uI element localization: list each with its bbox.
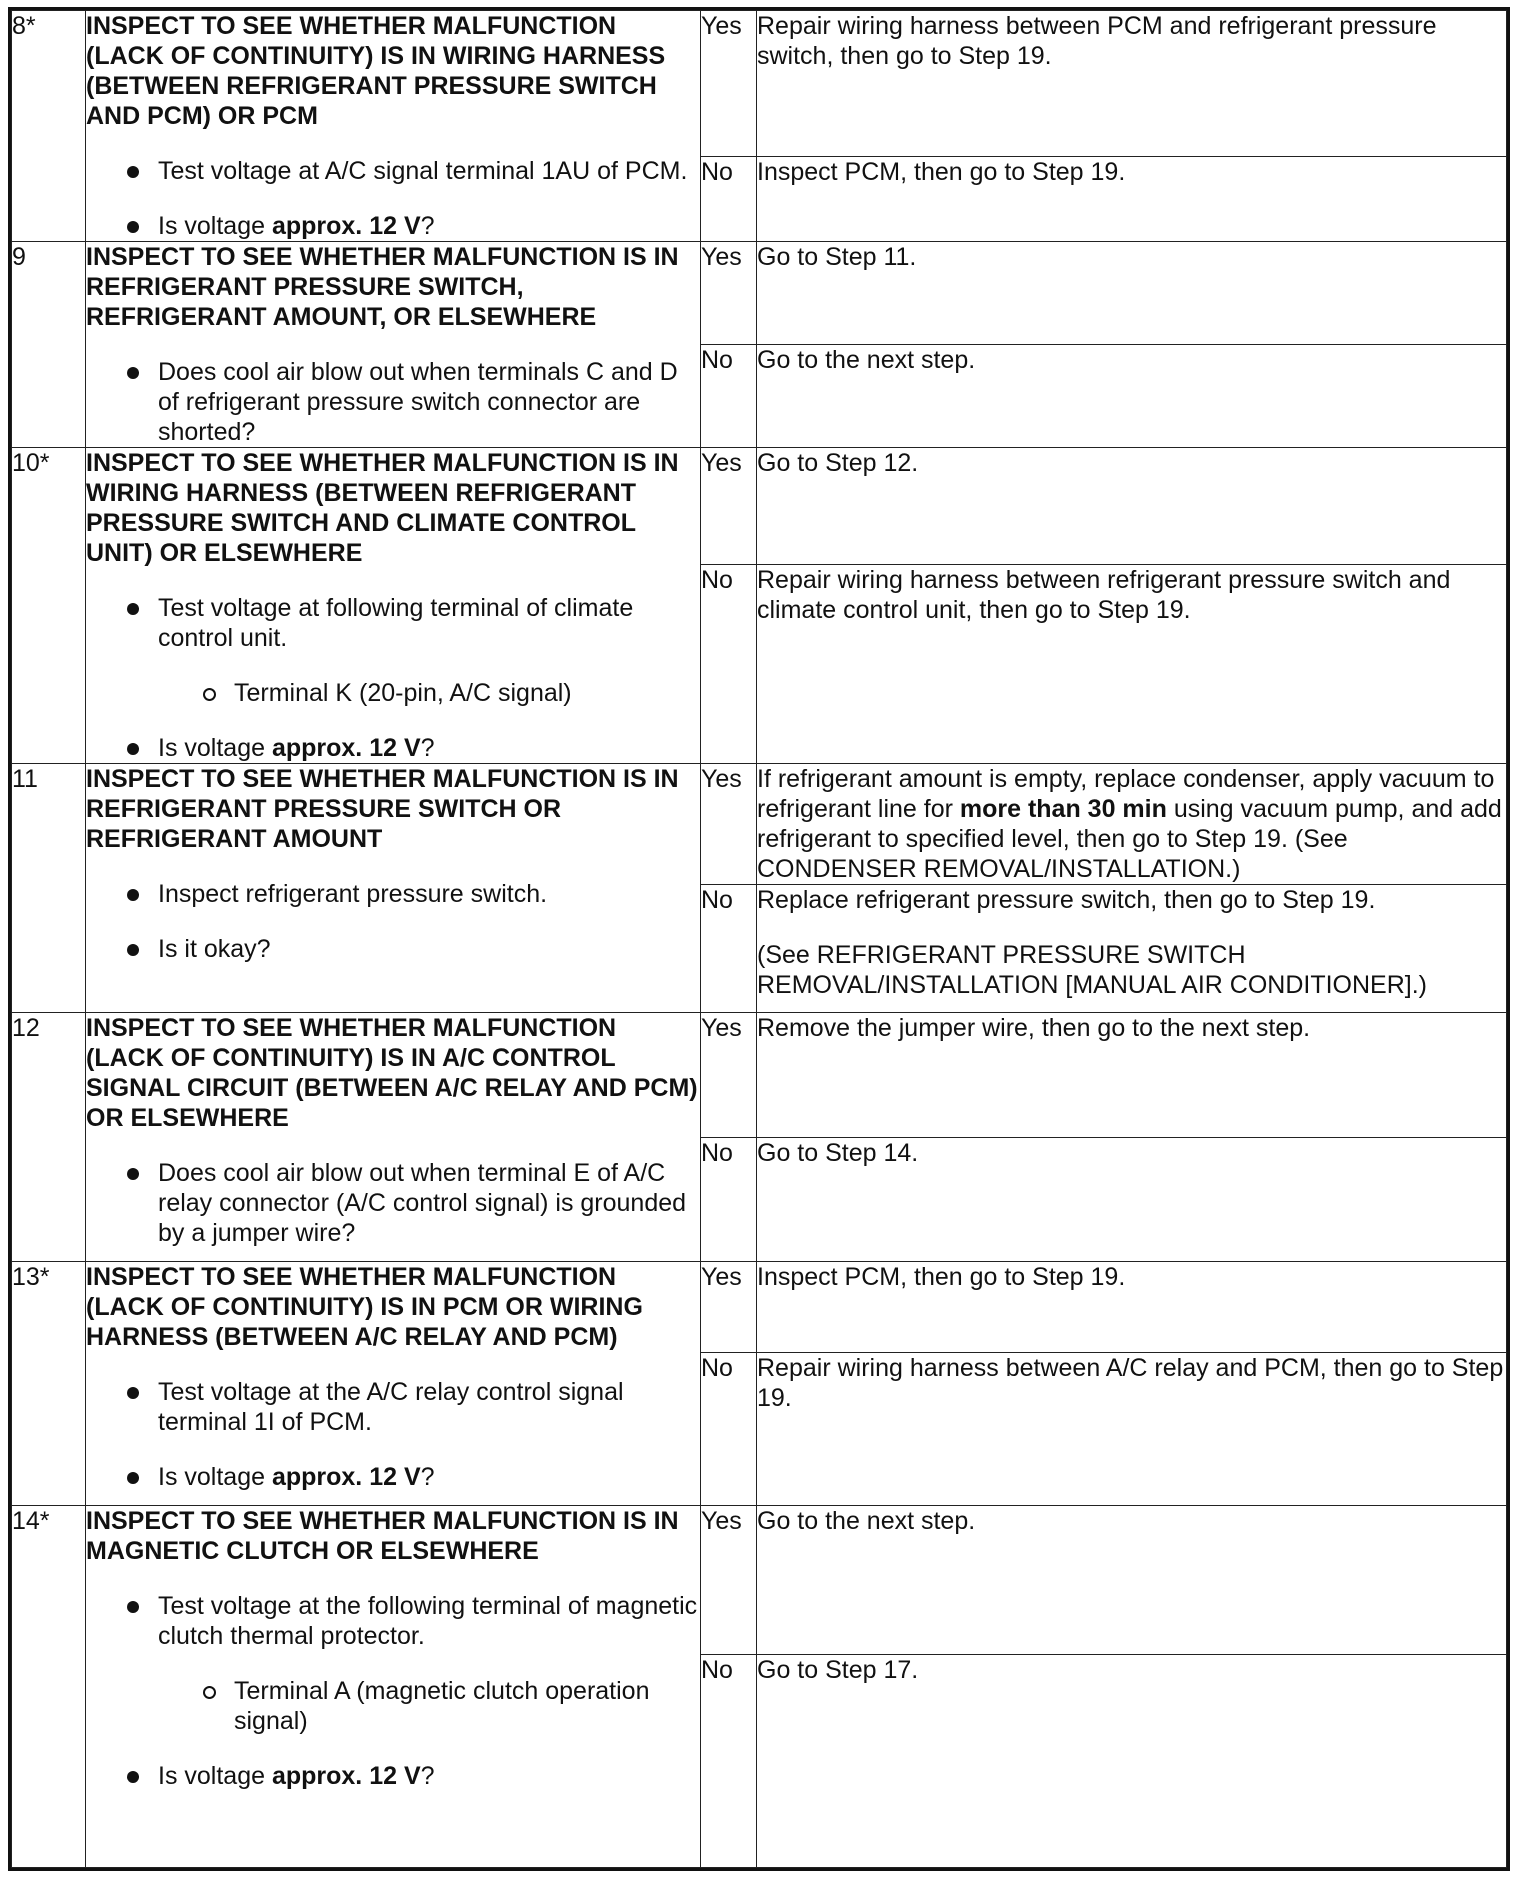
bullet-item: Test voltage at the A/C relay control signal terminal 1I of PCM. — [86, 1377, 700, 1437]
step-number: 14* — [12, 1506, 86, 1868]
step-number: 13* — [12, 1262, 86, 1506]
yes-result: Inspect PCM, then go to Step 19. — [757, 1262, 1507, 1353]
yes-result: Go to Step 11. — [757, 242, 1507, 345]
action-cell — [86, 764, 701, 1013]
step-title: INSPECT TO SEE WHETHER MALFUNCTION IS IN WIRING HARNESS (BETWEEN REFRIGERANT PRESSURE SWITCH AND CLIMATE CONTROL UNIT) OR ELSEWHERE — [86, 449, 679, 567]
step-number: 9 — [12, 242, 86, 448]
no-label: No — [701, 1138, 757, 1262]
no-label: No — [701, 156, 757, 241]
action-cell — [86, 242, 701, 448]
step-number: 12 — [12, 1013, 86, 1262]
step-number: 11 — [12, 764, 86, 1013]
yes-label: Yes — [701, 11, 757, 157]
bullet-item: Inspect refrigerant pressure switch. — [86, 879, 700, 909]
no-result: Repair wiring harness between A/C relay and PCM, then go to Step 19. — [757, 1353, 1507, 1506]
no-result: Go to Step 17. — [757, 1655, 1507, 1868]
no-label: No — [701, 345, 757, 448]
sub-bullet-item: Terminal A (magnetic clutch operation signal) — [86, 1676, 700, 1736]
bullet-item: Test voltage at the following terminal of magnetic clutch thermal protector. — [86, 1591, 700, 1651]
step-number: 10* — [12, 448, 86, 764]
bullet-item: Is voltage approx. 12 V? — [86, 211, 700, 241]
action-cell — [86, 11, 701, 242]
yes-result: Go to Step 12. — [757, 448, 1507, 565]
table-row — [12, 1506, 1507, 1655]
sub-bullet-item: Terminal K (20-pin, A/C signal) — [86, 678, 700, 708]
step-title: INSPECT TO SEE WHETHER MALFUNCTION (LACK OF CONTINUITY) IS IN PCM OR WIRING HARNESS (BETWEEN A/C RELAY AND PCM) — [86, 1263, 643, 1351]
table-row — [12, 1013, 1507, 1138]
bullet-item: Does cool air blow out when terminal E of A/C relay connector (A/C control signal) is grounded by a jumper wire? — [86, 1158, 700, 1248]
action-cell — [86, 448, 701, 764]
step-title: INSPECT TO SEE WHETHER MALFUNCTION (LACK OF CONTINUITY) IS IN WIRING HARNESS (BETWEEN REFRIGERANT PRESSURE SWITCH AND PCM) OR PCM — [86, 12, 666, 130]
no-label: No — [701, 1655, 757, 1868]
yes-label: Yes — [701, 448, 757, 565]
diagnostic-procedure-table — [11, 10, 1507, 1868]
no-label: No — [701, 1353, 757, 1506]
table-row — [12, 11, 1507, 157]
table-row — [12, 242, 1507, 345]
table-row — [12, 764, 1507, 885]
yes-result: Remove the jumper wire, then go to the next step. — [757, 1013, 1507, 1138]
yes-result: If refrigerant amount is empty, replace condenser, apply vacuum to refrigerant line for more than 30 min using vacuum pump, and add refrigerant to specified level, then go to Step 19. (See CONDENSER REMOVAL/INSTALLATION.) — [757, 764, 1507, 885]
bullet-item: Test voltage at following terminal of climate control unit. — [86, 593, 700, 653]
step-title: INSPECT TO SEE WHETHER MALFUNCTION IS IN REFRIGERANT PRESSURE SWITCH, REFRIGERANT AMOUNT, OR ELSEWHERE — [86, 243, 679, 331]
no-label: No — [701, 564, 757, 763]
yes-label: Yes — [701, 764, 757, 885]
no-result: Replace refrigerant pressure switch, then go to Step 19. (See REFRIGERANT PRESSURE SWITCH REMOVAL/INSTALLATION [MANUAL AIR CONDITIONER].) — [757, 885, 1507, 1013]
bullet-item: Is voltage approx. 12 V? — [86, 733, 700, 763]
yes-label: Yes — [701, 1262, 757, 1353]
no-result: Go to Step 14. — [757, 1138, 1507, 1262]
action-cell — [86, 1262, 701, 1506]
yes-result: Go to the next step. — [757, 1506, 1507, 1655]
no-result: Repair wiring harness between refrigerant pressure switch and climate control unit, then go to Step 19. — [757, 564, 1507, 763]
action-cell — [86, 1013, 701, 1262]
table-row — [12, 448, 1507, 565]
yes-label: Yes — [701, 242, 757, 345]
step-title: INSPECT TO SEE WHETHER MALFUNCTION (LACK OF CONTINUITY) IS IN A/C CONTROL SIGNAL CIRCUIT (BETWEEN A/C RELAY AND PCM) OR ELSEWHERE — [86, 1014, 698, 1132]
bullet-item: Does cool air blow out when terminals C and D of refrigerant pressure switch connector are shorted? — [86, 357, 700, 447]
yes-label: Yes — [701, 1506, 757, 1655]
troubleshooting-table-frame — [8, 7, 1510, 1871]
step-number: 8* — [12, 11, 86, 242]
step-title: INSPECT TO SEE WHETHER MALFUNCTION IS IN REFRIGERANT PRESSURE SWITCH OR REFRIGERANT AMOUNT — [86, 765, 679, 853]
no-label: No — [701, 885, 757, 1013]
bullet-item: Is voltage approx. 12 V? — [86, 1462, 700, 1492]
bullet-item: Is it okay? — [86, 934, 700, 964]
bullet-item: Is voltage approx. 12 V? — [86, 1761, 700, 1791]
table-row — [12, 1262, 1507, 1353]
bullet-item: Test voltage at A/C signal terminal 1AU of PCM. — [86, 156, 700, 186]
yes-result: Repair wiring harness between PCM and refrigerant pressure switch, then go to Step 19. — [757, 11, 1507, 157]
yes-label: Yes — [701, 1013, 757, 1138]
no-result: Go to the next step. — [757, 345, 1507, 448]
action-cell — [86, 1506, 701, 1868]
step-title: INSPECT TO SEE WHETHER MALFUNCTION IS IN MAGNETIC CLUTCH OR ELSEWHERE — [86, 1507, 679, 1565]
no-result: Inspect PCM, then go to Step 19. — [757, 156, 1507, 241]
